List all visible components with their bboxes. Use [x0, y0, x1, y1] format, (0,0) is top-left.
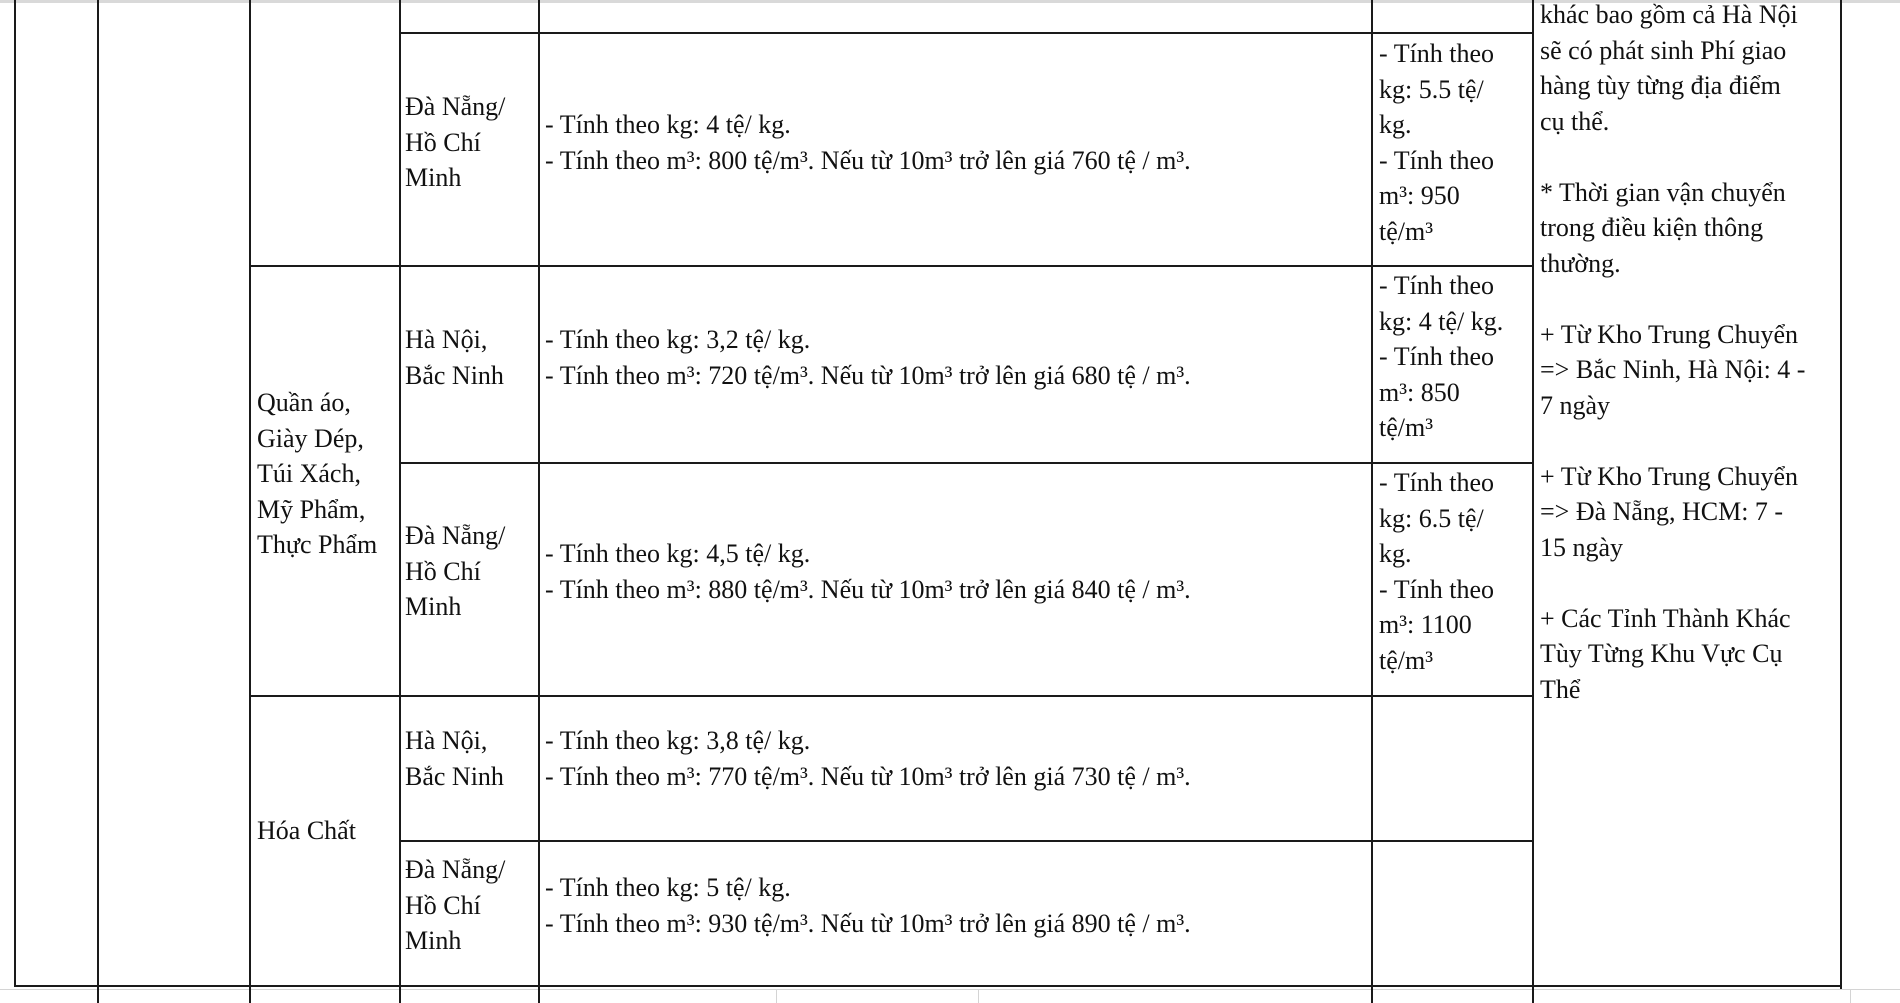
destination-cell[interactable]: Đà Nẵng/ Hồ Chí Minh: [405, 855, 506, 955]
border-col-c: [249, 0, 251, 1003]
border-col-f: [1371, 0, 1373, 1003]
destination-cell[interactable]: Đà Nẵng/ Hồ Chí Minh: [405, 521, 506, 621]
border-col-e: [538, 0, 540, 1003]
destination-cell[interactable]: Hà Nội, Bắc Ninh: [405, 726, 504, 791]
border-row-bottom: [14, 985, 1842, 987]
border-row-1: [400, 32, 1533, 34]
border-row-5: [400, 840, 1533, 842]
bottom-row-gridline-v: [776, 990, 777, 1003]
notes-cell[interactable]: khác bao gồm cả Hà Nội sẽ có phát sinh Phí giao hàng tùy từng địa điểm cụ thể. * Thời gian vận chuyển trong điều kiện thông thường. + Từ Kho Trung Chuyển => Bắc Ninh, Hà Nội: 4 - 7 ngày + Từ Kho Trung Chuyển => Đà Nẵng, HCM: 7 - 15 ngày + Các Tỉnh Thành Khác Tùy Từng Khu Vực Cụ Thể: [1540, 0, 1806, 704]
bottom-row-gridline-v: [978, 990, 979, 1003]
bottom-row-gridline: [0, 989, 1900, 990]
destination-cell[interactable]: Hà Nội, Bắc Ninh: [405, 325, 504, 390]
category-cell[interactable]: Quần áo, Giày Dép, Túi Xách, Mỹ Phẩm, Thực Phẩm: [257, 388, 378, 559]
express-price-cell[interactable]: - Tính theo kg: 4 tệ/ kg. - Tính theo m³: 850 tệ/m³: [1379, 271, 1504, 442]
border-col-a: [14, 0, 16, 986]
bottom-row-gridline-v: [1850, 990, 1851, 1003]
destination-cell[interactable]: Đà Nẵng/ Hồ Chí Minh: [405, 92, 506, 192]
category-cell[interactable]: Hóa Chất: [257, 816, 356, 845]
border-col-b: [97, 0, 99, 1003]
border-col-h: [1840, 0, 1842, 989]
standard-price-cell[interactable]: - Tính theo kg: 4 tệ/ kg. - Tính theo m³: 800 tệ/m³. Nếu từ 10m³ trở lên giá 760 tệ / m³.: [545, 110, 1191, 175]
standard-price-cell[interactable]: - Tính theo kg: 3,8 tệ/ kg. - Tính theo m³: 770 tệ/m³. Nếu từ 10m³ trở lên giá 730 tệ / m³.: [545, 726, 1191, 791]
express-price-cell[interactable]: [1379, 698, 1531, 838]
express-price-cell[interactable]: - Tính theo kg: 5.5 tệ/ kg. - Tính theo m³: 950 tệ/m³: [1379, 39, 1495, 246]
border-row-4: [250, 695, 1533, 697]
border-col-g: [1532, 0, 1534, 1003]
standard-price-cell[interactable]: - Tính theo kg: 4,5 tệ/ kg. - Tính theo m³: 880 tệ/m³. Nếu từ 10m³ trở lên giá 840 tệ / m³.: [545, 539, 1191, 604]
border-col-d: [399, 0, 401, 1003]
border-row-2: [250, 265, 1533, 267]
standard-price-cell[interactable]: - Tính theo kg: 3,2 tệ/ kg. - Tính theo m³: 720 tệ/m³. Nếu từ 10m³ trở lên giá 680 tệ / m³.: [545, 325, 1191, 390]
standard-price-cell[interactable]: - Tính theo kg: 5 tệ/ kg. - Tính theo m³: 930 tệ/m³. Nếu từ 10m³ trở lên giá 890 tệ / m³.: [545, 873, 1191, 938]
express-price-cell[interactable]: [1379, 843, 1531, 983]
border-row-3: [400, 462, 1533, 464]
express-price-cell[interactable]: - Tính theo kg: 6.5 tệ/ kg. - Tính theo m³: 1100 tệ/m³: [1379, 468, 1495, 675]
